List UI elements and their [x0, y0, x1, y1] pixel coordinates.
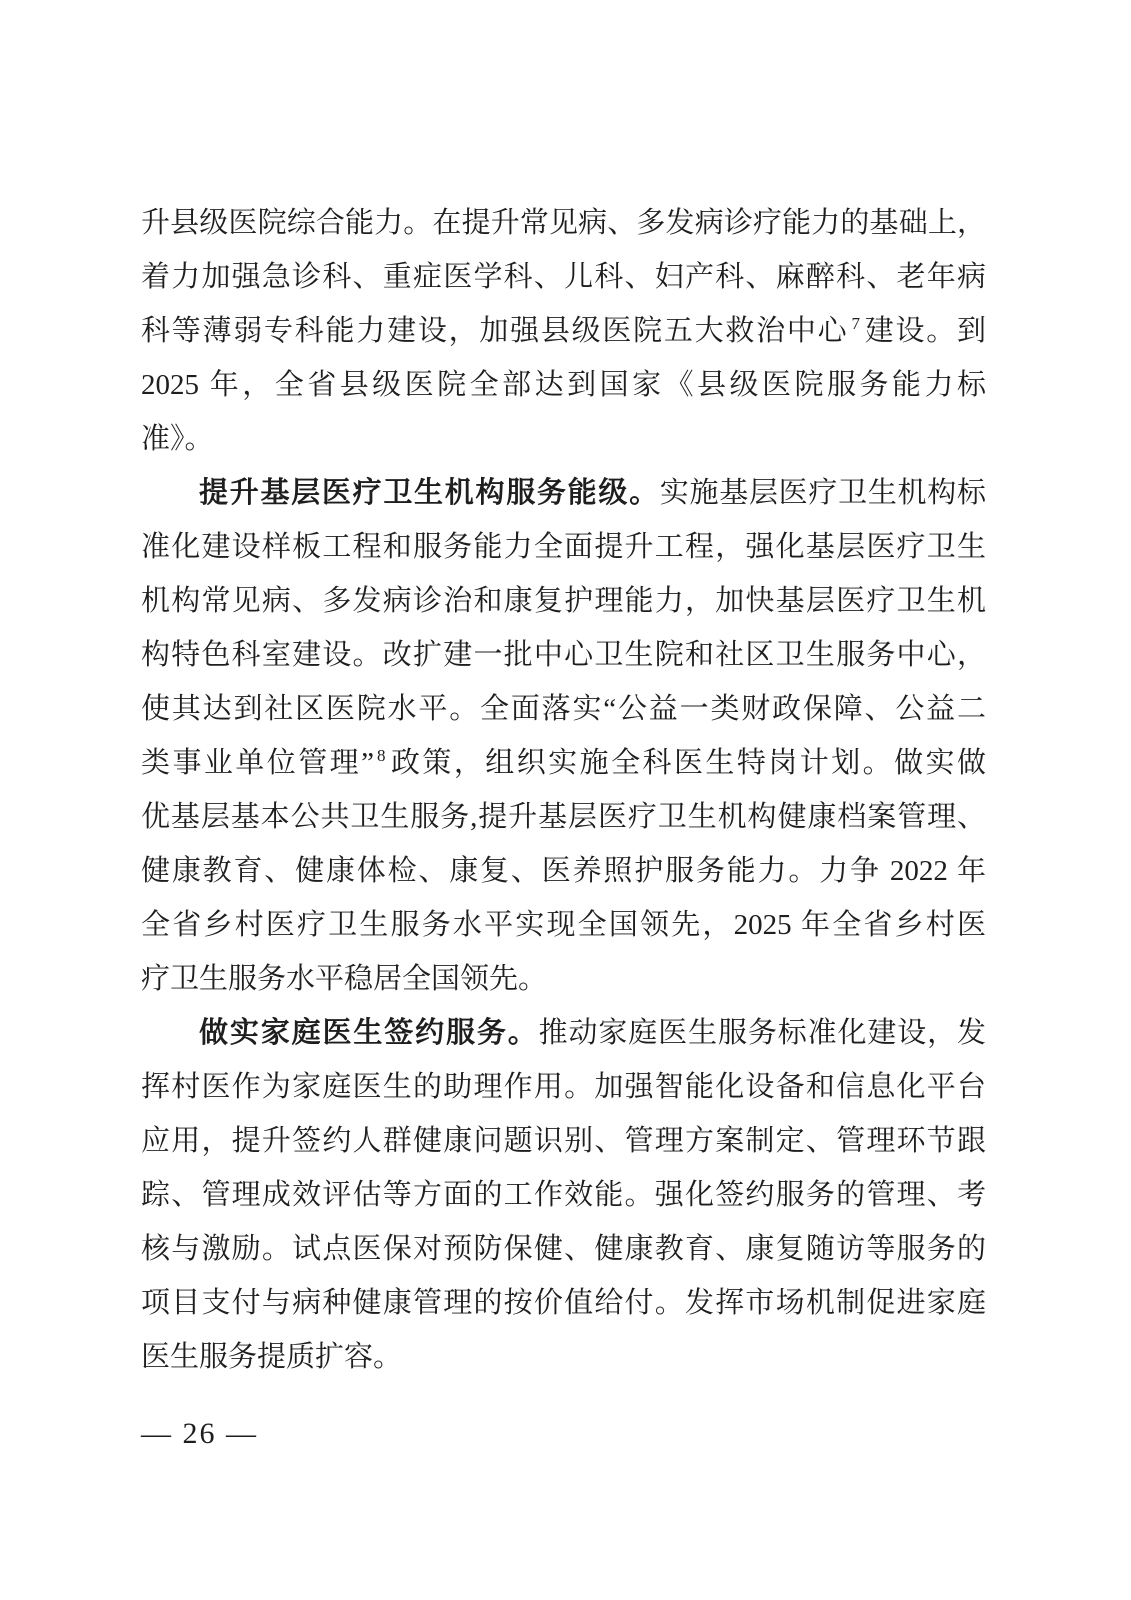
body-text: 2025 年，全省县级医院全部达到国家《县级医院服务能力标 — [141, 369, 986, 401]
text-line — [141, 1006, 986, 1060]
text-line — [141, 520, 986, 574]
footnote-reference: 8 — [377, 746, 386, 766]
body-text: 科等薄弱专科能力建设，加强县级医院五大救治中心 — [141, 315, 849, 347]
text-line — [141, 358, 986, 412]
body-text: 挥村医作为家庭医生的助理作用。加强智能化设备和信息化平台 — [141, 1071, 986, 1103]
document-body — [141, 196, 986, 1384]
footnote-reference: 7 — [851, 314, 860, 334]
body-text: 推动家庭医生服务标准化建设，发 — [538, 1017, 986, 1049]
text-line — [141, 1168, 986, 1222]
body-text: 类事业单位管理” — [141, 747, 374, 779]
paragraph — [141, 196, 986, 466]
body-text: 医生服务提质扩容。 — [141, 1341, 403, 1373]
text-line — [141, 898, 986, 952]
text-line — [141, 196, 986, 250]
text-line — [141, 628, 986, 682]
text-line — [141, 682, 986, 736]
body-text: 健康教育、健康体检、康复、医养照护服务能力。力争 2022 年 — [141, 855, 986, 887]
body-text: 准化建设样板工程和服务能力全面提升工程，强化基层医疗卫生 — [141, 531, 986, 563]
text-line — [141, 250, 986, 304]
text-line — [141, 1222, 986, 1276]
body-text: 使其达到社区医院水平。全面落实“公益一类财政保障、公益二 — [141, 693, 986, 725]
text-line — [141, 952, 986, 1006]
text-line — [141, 574, 986, 628]
body-text: 全省乡村医疗卫生服务水平实现全国领先，2025 年全省乡村医 — [141, 909, 986, 941]
body-text: 优基层基本公共卫生服务,提升基层医疗卫生机构健康档案管理、 — [141, 801, 986, 833]
body-text: 疗卫生服务水平稳居全国领先。 — [141, 963, 548, 995]
body-text: 构特色科室建设。改扩建一批中心卫生院和社区卫生服务中心， — [141, 639, 986, 671]
body-text: 升县级医院综合能力。在提升常见病、多发病诊疗能力的基础上， — [141, 207, 986, 239]
page-number: — 26 — — [141, 1417, 258, 1450]
text-line — [141, 412, 986, 466]
text-line — [141, 736, 986, 790]
body-text: 着力加强急诊科、重症医学科、儿科、妇产科、麻醉科、老年病 — [141, 261, 986, 293]
paragraph-lead-bold: 提升基层医疗卫生机构服务能级。 — [199, 477, 660, 509]
paragraph-lead-bold: 做实家庭医生签约服务。 — [199, 1017, 539, 1049]
text-line — [141, 790, 986, 844]
text-line — [141, 1276, 986, 1330]
text-line — [141, 1060, 986, 1114]
body-text: 机构常见病、多发病诊治和康复护理能力，加快基层医疗卫生机 — [141, 585, 986, 617]
text-line — [141, 466, 986, 520]
paragraph — [141, 1006, 986, 1384]
text-line — [141, 844, 986, 898]
body-text: 应用，提升签约人群健康问题识别、管理方案制定、管理环节跟 — [141, 1125, 986, 1157]
body-text: 政策，组织实施全科医生特岗计划。做实做 — [388, 747, 986, 779]
text-line — [141, 1330, 986, 1384]
text-line — [141, 1114, 986, 1168]
text-line — [141, 304, 986, 358]
body-text: 建设。到 — [862, 315, 986, 347]
body-text: 准》。 — [141, 423, 214, 455]
body-text: 核与激励。试点医保对预防保健、健康教育、康复随访等服务的 — [141, 1233, 986, 1265]
body-text: 踪、管理成效评估等方面的工作效能。强化签约服务的管理、考 — [141, 1179, 986, 1211]
body-text: 项目支付与病种健康管理的按价值给付。发挥市场机制促进家庭 — [141, 1287, 986, 1319]
body-text: 实施基层医疗卫生机构标 — [659, 477, 986, 509]
paragraph — [141, 466, 986, 1006]
